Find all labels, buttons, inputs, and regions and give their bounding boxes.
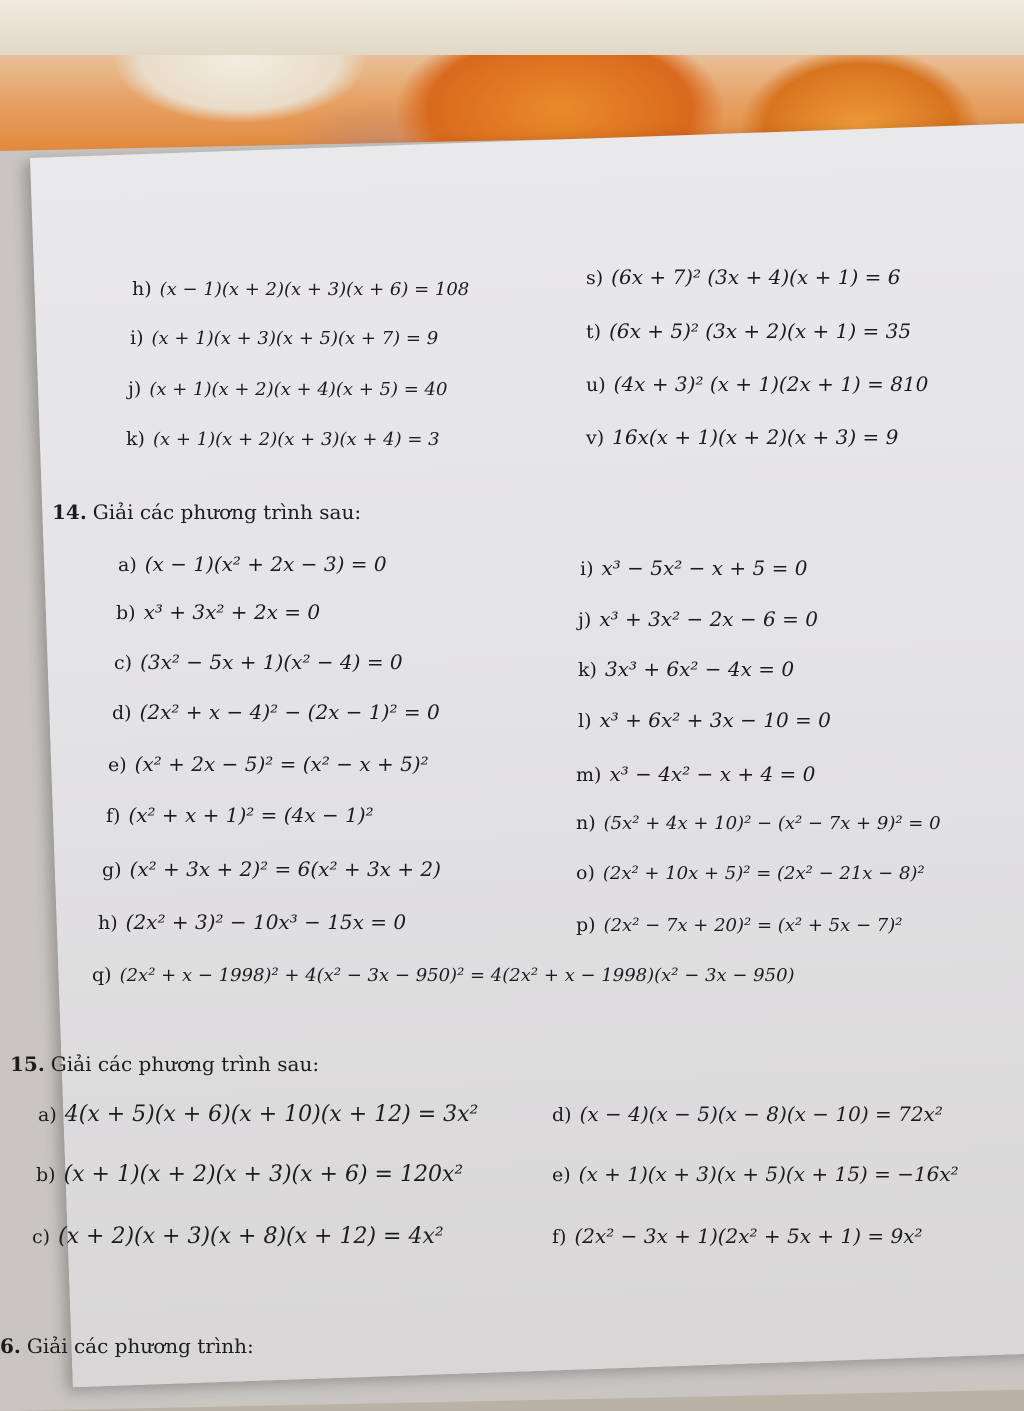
section-16-heading: 6. Giải các phương trình: <box>0 1334 254 1358</box>
problem-14e: e) (x² + 2x − 5)² = (x² − x + 5)² <box>108 752 429 776</box>
problem-15e: e) (x + 1)(x + 3)(x + 5)(x + 15) = −16x² <box>552 1162 959 1186</box>
problem-14j: j) x³ + 3x² − 2x − 6 = 0 <box>578 607 818 631</box>
problem-14h: h) (2x² + 3)² − 10x³ − 15x = 0 <box>98 910 407 934</box>
problem-14f: f) (x² + x + 1)² = (4x − 1)² <box>106 803 374 827</box>
problem-14o: o) (2x² + 10x + 5)² = (2x² − 21x − 8)² <box>576 862 925 884</box>
section-14-heading: 14. Giải các phương trình sau: <box>52 500 362 524</box>
problem-14d: d) (2x² + x − 4)² − (2x − 1)² = 0 <box>112 700 440 724</box>
problem-14k: k) 3x³ + 6x² − 4x = 0 <box>578 657 795 681</box>
problem-14l: l) x³ + 6x² + 3x − 10 = 0 <box>578 708 831 732</box>
problem-13s: s) (6x + 7)² (3x + 4)(x + 1) = 6 <box>586 265 901 289</box>
section-15-heading: 15. Giải các phương trình sau: <box>10 1052 320 1076</box>
problem-13i: i) (x + 1)(x + 3)(x + 5)(x + 7) = 9 <box>130 327 439 349</box>
problem-13v: v) 16x(x + 1)(x + 2)(x + 3) = 9 <box>586 425 899 449</box>
problem-13u: u) (4x + 3)² (x + 1)(2x + 1) = 810 <box>586 372 929 396</box>
problem-14c: c) (3x² − 5x + 1)(x² − 4) = 0 <box>114 650 403 674</box>
problem-13k: k) (x + 1)(x + 2)(x + 3)(x + 4) = 3 <box>126 428 440 450</box>
problem-14g: g) (x² + 3x + 2)² = 6(x² + 3x + 2) <box>102 857 441 881</box>
problem-15f: f) (2x² − 3x + 1)(2x² + 5x + 1) = 9x² <box>552 1224 923 1248</box>
problem-15b: b) (x + 1)(x + 2)(x + 3)(x + 6) = 120x² <box>36 1162 464 1187</box>
problem-14a: a) (x − 1)(x² + 2x − 3) = 0 <box>118 552 387 576</box>
problem-15c: c) (x + 2)(x + 3)(x + 8)(x + 12) = 4x² <box>32 1224 444 1249</box>
problem-13t: t) (6x + 5)² (3x + 2)(x + 1) = 35 <box>586 319 912 343</box>
problem-14m: m) x³ − 4x² − x + 4 = 0 <box>576 762 816 786</box>
problem-14i: i) x³ − 5x² − x + 5 = 0 <box>580 556 808 580</box>
problem-14b: b) x³ + 3x² + 2x = 0 <box>116 600 321 624</box>
problem-15a: a) 4(x + 5)(x + 6)(x + 10)(x + 12) = 3x² <box>38 1102 479 1127</box>
problem-13j: j) (x + 1)(x + 2)(x + 4)(x + 5) = 40 <box>128 378 448 400</box>
problem-13h: h) (x − 1)(x + 2)(x + 3)(x + 6) = 108 <box>132 278 470 300</box>
problem-15d: d) (x − 4)(x − 5)(x − 8)(x − 10) = 72x² <box>552 1102 943 1126</box>
problem-14q: q) (2x² + x − 1998)² + 4(x² − 3x − 950)² = 4(2x² + x − 1998)(x² − 3x − 950) <box>92 964 795 986</box>
problem-14n: n) (5x² + 4x + 10)² − (x² − 7x + 9)² = 0 <box>576 812 941 834</box>
problem-14p: p) (2x² − 7x + 20)² = (x² + 5x − 7)² <box>576 914 903 936</box>
